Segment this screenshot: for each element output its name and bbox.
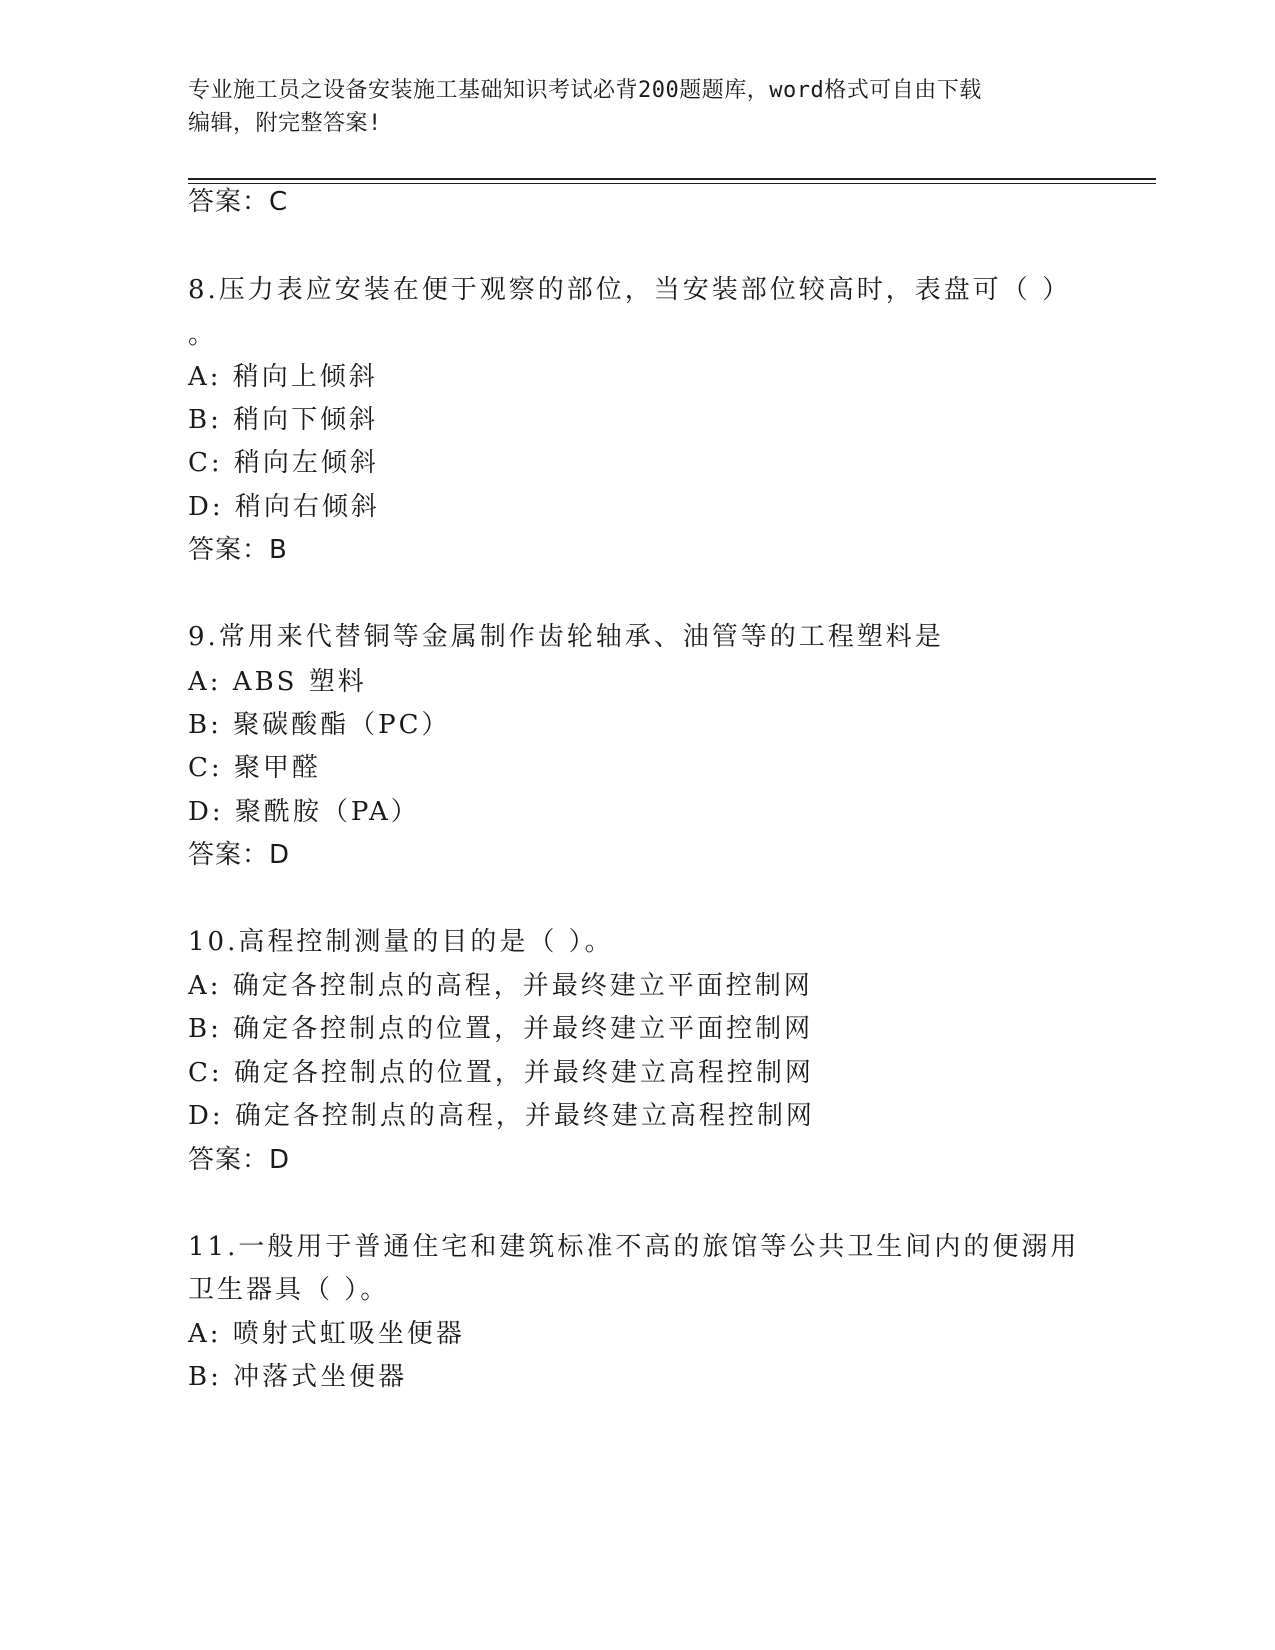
page-header [188, 74, 1088, 140]
question-11-stem-line-2: 卫生器具（ ）。 [188, 1275, 390, 1305]
question-8-option-b: B: 稍向下倾斜 [188, 405, 379, 435]
question-8-option-c: C: 稍向左倾斜 [188, 448, 379, 478]
question-9-answer: 答案：D [188, 840, 291, 870]
question-10-option-a: A: 确定各控制点的高程，并最终建立平面控制网 [188, 971, 813, 1001]
question-9-option-a: A: ABS 塑料 [188, 667, 367, 697]
question-8-stem-line-1: 8.压力表应安装在便于观察的部位，当安装部位较高时，表盘可（ ） [188, 275, 1072, 305]
header-divider-thick [188, 178, 1156, 180]
question-9-option-b: B: 聚碳酸酯（PC） [188, 710, 451, 740]
question-8-answer: 答案：B [188, 535, 288, 565]
question-11-option-a: A: 喷射式虹吸坐便器 [188, 1319, 465, 1349]
header-line-2: 编辑，附完整答案! [188, 111, 382, 136]
question-8-option-a: A: 稍向上倾斜 [188, 362, 378, 392]
question-10-option-b: B: 确定各控制点的位置，并最终建立平面控制网 [188, 1014, 814, 1044]
question-9-option-c: C: 聚甲醛 [188, 753, 321, 783]
question-9-option-d: D: 聚酰胺（PA） [188, 797, 420, 827]
question-11-stem-line-1: 11.一般用于普通住宅和建筑标准不高的旅馆等公共卫生间内的便溺用 [188, 1232, 1080, 1262]
question-11-option-b: B: 冲落式坐便器 [188, 1362, 408, 1392]
question-10-stem-line-1: 10.高程控制测量的目的是（ ）。 [188, 927, 614, 957]
header-divider-thin [188, 183, 1156, 184]
header-line-1: 专业施工员之设备安装施工基础知识考试必背200题题库，word格式可自由下载 [188, 78, 982, 103]
question-8-option-d: D: 稍向右倾斜 [188, 492, 380, 522]
question-10-option-d: D: 确定各控制点的高程，并最终建立高程控制网 [188, 1101, 815, 1131]
answer-line-q7: 答案：C [188, 187, 289, 217]
question-10-answer: 答案：D [188, 1145, 291, 1175]
question-9-stem-line-1: 9.常用来代替铜等金属制作齿轮轴承、油管等的工程塑料是 [188, 622, 944, 652]
question-8-stem-line-2: 。 [188, 320, 218, 350]
question-10-option-c: C: 确定各控制点的位置，并最终建立高程控制网 [188, 1058, 814, 1088]
